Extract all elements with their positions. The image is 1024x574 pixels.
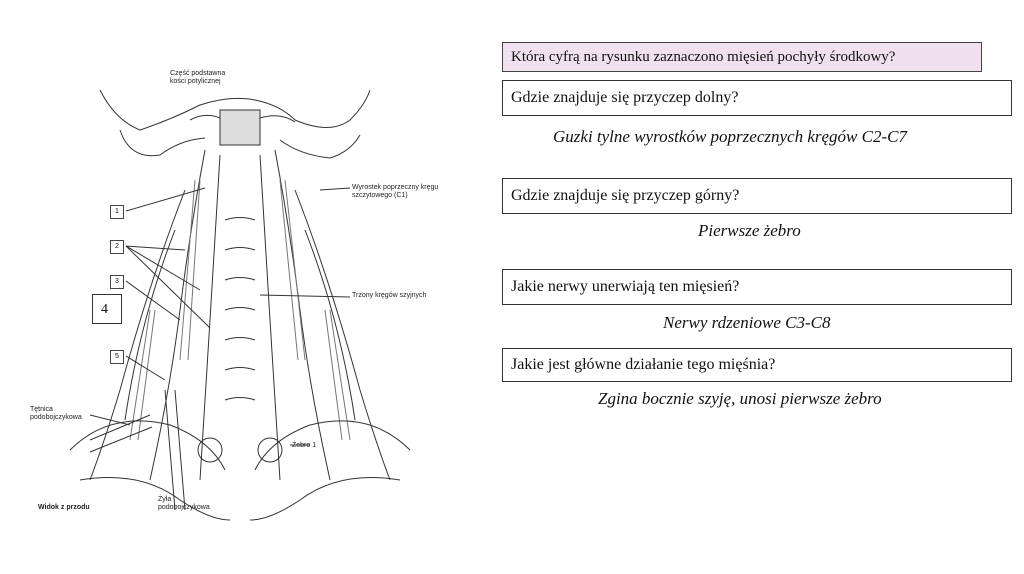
question-2: Gdzie znajduje się przyczep dolny? bbox=[502, 80, 1012, 116]
question-5: Jakie jest główne działanie tego mięśnia? bbox=[502, 348, 1012, 382]
number-5: 5 bbox=[110, 350, 124, 364]
number-3: 3 bbox=[110, 275, 124, 289]
answer-box-4: 4 bbox=[92, 294, 122, 324]
answer-3: Pierwsze żebro bbox=[698, 221, 801, 240]
label-subclavian-vein: Żyła podobojczykowa bbox=[158, 496, 210, 511]
question-4: Jakie nerwy unerwiają ten mięsień? bbox=[502, 269, 1012, 305]
label-subclavian-artery: Tętnica podobojczykowa bbox=[30, 406, 82, 421]
label-transverse-process: Wyrostek poprzeczny kręgu szczytowego (C1) bbox=[352, 184, 439, 199]
label-rib1: Żebro 1 bbox=[292, 442, 317, 449]
label-occipital: Część podstawna kości potylicznej bbox=[170, 70, 226, 85]
answer-2: Guzki tylne wyrostków poprzecznych kręgów C2-C7 bbox=[553, 127, 907, 146]
question-3: Gdzie znajduje się przyczep górny? bbox=[502, 178, 1012, 214]
answer-4: Nerwy rdzeniowe C3-C8 bbox=[663, 313, 831, 332]
answer-5: Zgina bocznie szyję, unosi pierwsze żebro bbox=[598, 389, 882, 408]
label-vertebral-bodies: Trzony kręgów szyjnych bbox=[352, 292, 427, 299]
question-1: Która cyfrą na rysunku zaznaczono mięsień pochyły środkowy? bbox=[502, 42, 982, 72]
number-1: 1 bbox=[110, 205, 124, 219]
number-2: 2 bbox=[110, 240, 124, 254]
label-view: Widok z przodu bbox=[38, 504, 90, 511]
